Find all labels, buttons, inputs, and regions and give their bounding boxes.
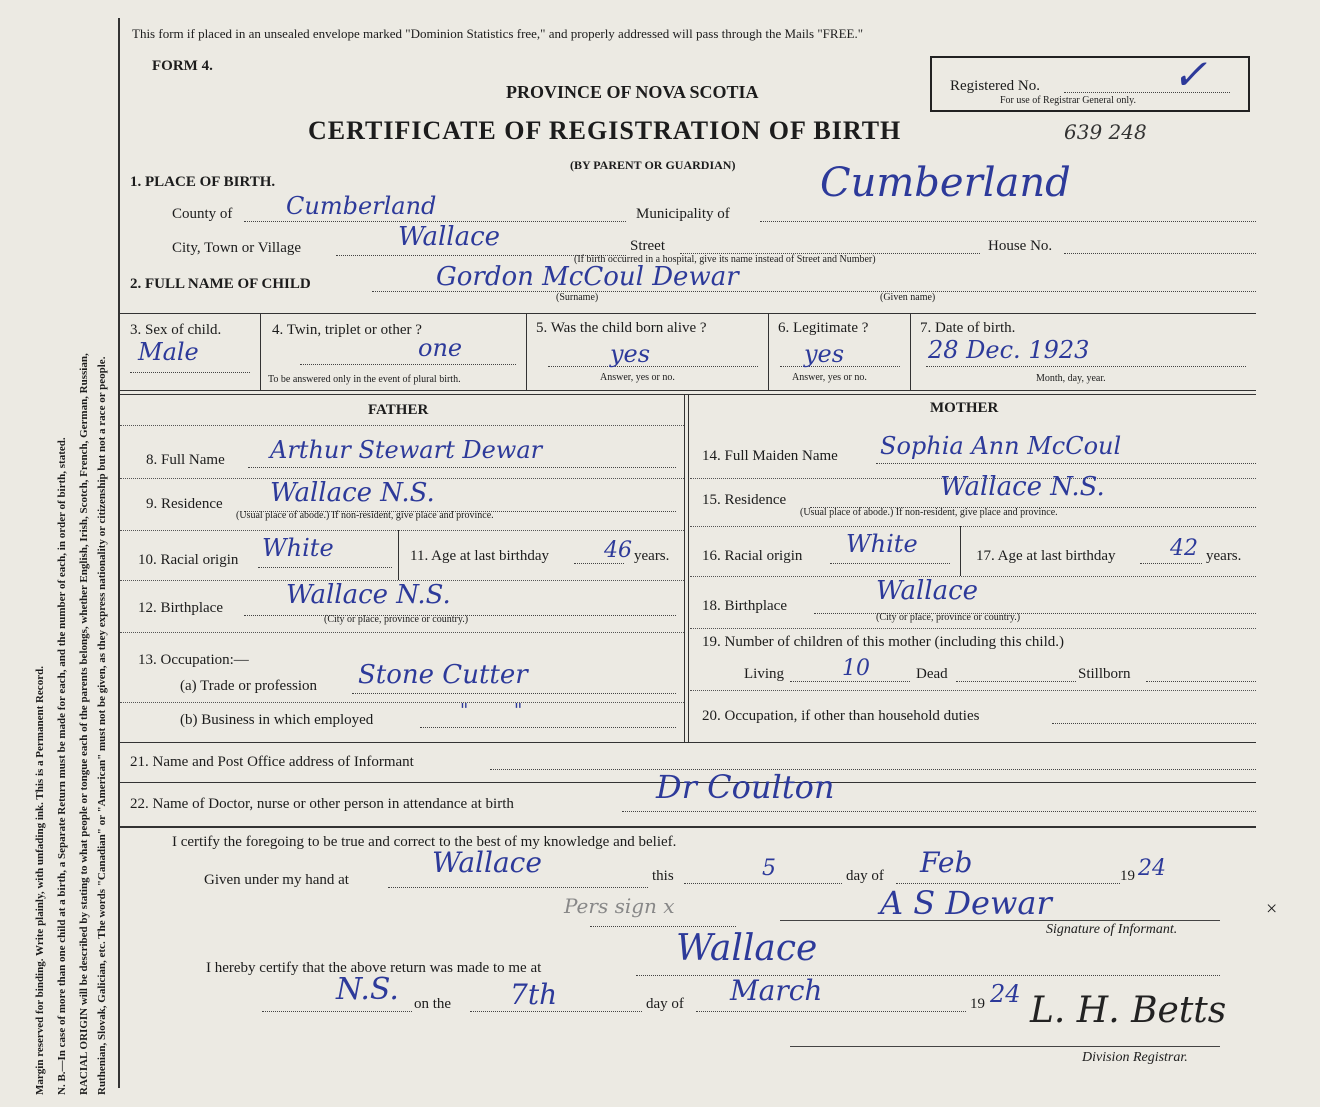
legitimate-label: 6. Legitimate ? <box>778 320 869 336</box>
twin-value: one <box>418 334 463 362</box>
surname-note: (Surname) <box>556 292 599 303</box>
mother-race-value: White <box>846 530 918 558</box>
given-month-value: Feb <box>920 846 973 879</box>
born-alive-label: 5. Was the child born alive ? <box>536 320 707 336</box>
certificate-subtitle: (BY PARENT OR GUARDIAN) <box>570 158 736 172</box>
form-number: FORM 4. <box>152 58 213 74</box>
mother-living-label: Living <box>744 666 784 682</box>
registrar-place-value: Wallace <box>676 928 818 969</box>
legitimate-note: Answer, yes or no. <box>792 372 867 383</box>
given-year-value: 24 <box>1138 856 1166 881</box>
margin-note-racial-origin-2: Ruthenian, Slovak, Galician, etc. The words "Canadian" or "American" must not be given, as they express nationality or citizenship but not a race or people. <box>96 356 108 1095</box>
informant-label: 21. Name and Post Office address of Informant <box>130 754 414 770</box>
informant-signature-label: Signature of Informant. <box>1046 922 1178 937</box>
registered-note: For use of Registrar General only. <box>1000 95 1136 106</box>
house-number-label: House No. <box>988 238 1053 254</box>
hospital-note: (If birth occurred in a hospital, give its name instead of Street and Number) <box>574 254 876 265</box>
father-residence-label: 9. Residence <box>146 496 223 512</box>
mother-children-label: 19. Number of children of this mother (including this child.) <box>702 634 1065 650</box>
registered-number-box <box>930 50 1250 112</box>
given-day-value: 5 <box>762 856 776 881</box>
mother-occupation-label: 20. Occupation, if other than household duties <box>702 708 980 724</box>
registrar-day-of-label: day of <box>646 996 684 1012</box>
mother-residence-value: Wallace N.S. <box>940 472 1105 502</box>
mother-age-value: 42 <box>1170 536 1198 561</box>
registrar-year-value: 24 <box>990 980 1021 1008</box>
pencil-note: Pers sign x <box>564 894 675 918</box>
doctor-value: Dr Coulton <box>656 768 835 806</box>
given-under-hand-label: Given under my hand at <box>204 872 349 888</box>
place-of-birth-heading: 1. PLACE OF BIRTH. <box>130 174 276 190</box>
born-alive-value: yes <box>610 340 651 368</box>
father-business-value: " " <box>460 700 523 721</box>
margin-note-racial-origin: RACIAL ORIGIN will be described by stating to what people or tongue each of the parents belongs, whether English, Irish, Scotch, French, German, Russian, <box>78 353 90 1095</box>
margin-note-binding: Margin reserved for binding. Write plainly, with unfading ink. This is a Permanent Record. <box>34 666 46 1095</box>
mother-age-years: years. <box>1206 548 1242 564</box>
mother-residence-label: 15. Residence <box>702 492 787 508</box>
father-heading: FATHER <box>368 402 429 418</box>
father-birthplace-note: (City or place, province or country.) <box>324 614 469 625</box>
county-value: Cumberland <box>286 192 437 220</box>
given-place-value: Wallace <box>432 846 542 879</box>
given-name-note: (Given name) <box>880 292 936 303</box>
mother-stillborn-label: Stillborn <box>1078 666 1131 682</box>
mother-living-value: 10 <box>842 656 870 681</box>
certification-statement: I certify the foregoing to be true and correct to the best of my knowledge and belief. <box>172 834 677 850</box>
registrar-month-value: March <box>730 974 823 1007</box>
father-name-label: 8. Full Name <box>146 452 225 468</box>
mother-name-label: 14. Full Maiden Name <box>702 448 838 464</box>
father-birthplace-value: Wallace N.S. <box>286 580 451 610</box>
mother-dead-label: Dead <box>916 666 948 682</box>
mother-race-label: 16. Racial origin <box>702 548 803 564</box>
certificate-number: 639 248 <box>1064 120 1147 144</box>
dob-label: 7. Date of birth. <box>920 320 1016 336</box>
father-trade-label: (a) Trade or profession <box>180 678 318 694</box>
street-label: Street <box>630 238 665 254</box>
municipality-label: Municipality of <box>636 206 730 222</box>
division-registrar-label: Division Registrar. <box>1082 1050 1188 1065</box>
father-name-value: Arthur Stewart Dewar <box>270 436 543 464</box>
mother-residence-note: (Usual place of abode.) If non-resident, give place and province. <box>800 507 1058 518</box>
registered-label: Registered No. <box>950 78 1040 94</box>
mother-birthplace-label: 18. Birthplace <box>702 598 787 614</box>
mother-birthplace-note: (City or place, province or country.) <box>876 612 1021 623</box>
margin-note-separate-return: N. B.—In case of more than one child at a birth, a Separate Return must be made for each, and the number of each, in order of birth, stated. <box>56 437 68 1095</box>
province-heading: PROVINCE OF NOVA SCOTIA <box>506 82 759 102</box>
registrar-signature: L. H. Betts <box>1030 990 1227 1031</box>
registrar-statement: I hereby certify that the above return was made to me at <box>206 960 542 976</box>
twin-note: To be answered only in the event of plural birth. <box>268 374 461 385</box>
postage-notice: This form if placed in an unsealed envelope marked "Dominion Statistics free," and properly addressed will pass through the Mails "FREE." <box>132 26 864 41</box>
legitimate-value: yes <box>804 340 845 368</box>
mother-age-label: 17. Age at last birthday <box>976 548 1116 564</box>
county-label: County of <box>172 206 233 222</box>
informant-signature: A S Dewar <box>880 884 1052 922</box>
father-residence-note: (Usual place of abode.) If non-resident, give place and province. <box>236 510 494 521</box>
father-age-label: 11. Age at last birthday <box>410 548 549 564</box>
on-the-label: on the <box>414 996 452 1012</box>
sex-label: 3. Sex of child. <box>130 322 222 338</box>
registrar-day-value: 7th <box>510 978 558 1011</box>
father-race-label: 10. Racial origin <box>138 552 239 568</box>
mother-birthplace-value: Wallace <box>876 576 979 606</box>
registrar-year-prefix: 19 <box>970 996 985 1012</box>
doctor-label: 22. Name of Doctor, nurse or other person in attendance at birth <box>130 796 514 812</box>
day-of-label: day of <box>846 868 884 884</box>
father-trade-value: Stone Cutter <box>358 660 528 690</box>
child-name-label: 2. FULL NAME OF CHILD <box>130 276 311 292</box>
twin-label: 4. Twin, triplet or other ? <box>272 322 422 338</box>
registrar-province-value: N.S. <box>336 972 399 1007</box>
father-birthplace-label: 12. Birthplace <box>138 600 223 616</box>
this-label: this <box>652 868 674 884</box>
given-year-prefix: 19 <box>1120 868 1135 884</box>
municipality-value: Cumberland <box>820 160 1071 206</box>
registered-checkmark: ✓ <box>1172 50 1208 99</box>
born-alive-note: Answer, yes or no. <box>600 372 675 383</box>
mother-name-value: Sophia Ann McCoul <box>880 432 1122 460</box>
city-value: Wallace <box>398 222 501 252</box>
father-age-value: 46 <box>604 538 632 563</box>
sex-value: Male <box>138 338 199 366</box>
city-label: City, Town or Village <box>172 240 302 256</box>
child-name-value: Gordon McCoul Dewar <box>436 262 739 292</box>
certificate-title: CERTIFICATE OF REGISTRATION OF BIRTH <box>308 116 902 145</box>
father-business-label: (b) Business in which employed <box>180 712 374 728</box>
x-mark: × <box>1266 898 1278 920</box>
father-residence-value: Wallace N.S. <box>270 478 435 508</box>
father-race-value: White <box>262 534 334 562</box>
dob-value: 28 Dec. 1923 <box>928 336 1090 364</box>
mother-heading: MOTHER <box>930 400 999 416</box>
father-occupation-label: 13. Occupation:— <box>138 652 249 668</box>
father-age-years: years. <box>634 548 670 564</box>
dob-note: Month, day, year. <box>1036 373 1106 384</box>
